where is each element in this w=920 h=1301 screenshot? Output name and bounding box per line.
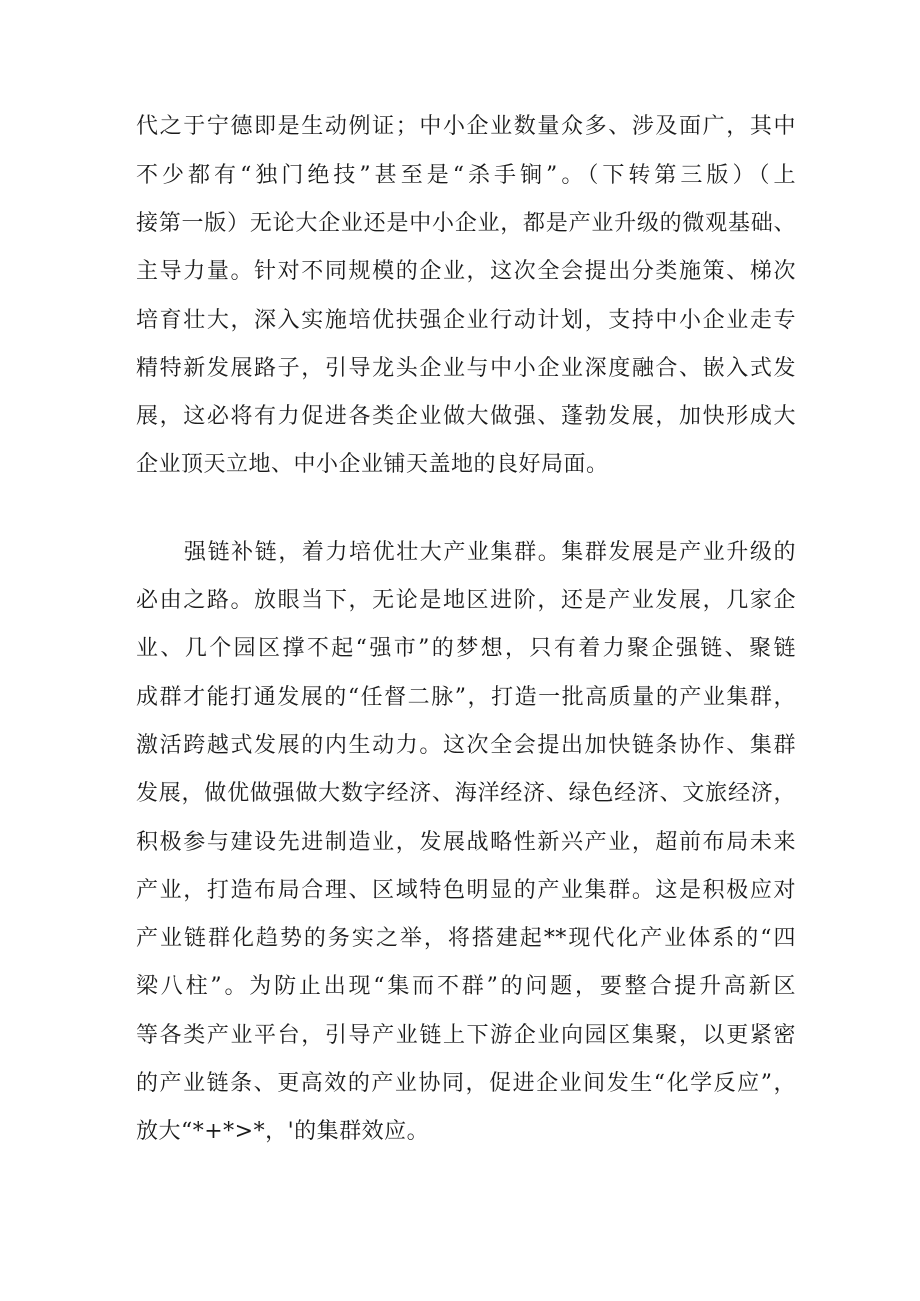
paragraph-2-line-10: 梁八柱”。为防止出现“集而不群”的问题，要整合提升高新区 [136, 974, 796, 999]
paragraph-2-line-1: 强链补链，着力培优壮大产业集群。集群发展是产业升级的 [184, 540, 796, 565]
paragraph-2-line-11: 等各类产业平台，引导产业链上下游企业向园区集聚，以更紧密 [136, 1023, 796, 1048]
paragraph-1-line-5: 培育壮大，深入实施培优扶强企业行动计划，支持中小企业走专 [136, 308, 796, 333]
paragraph-1-line-7: 展，这必将有力促进各类企业做大做强、蓬勃发展，加快形成大 [136, 404, 796, 429]
paragraph-1-line-3: 接第一版）无论大企业还是中小企业，都是产业升级的微观基础、 [136, 211, 796, 236]
paragraph-2-line-2: 必由之路。放眼当下，无论是地区进阶，还是产业发展，几家企 [136, 588, 796, 613]
paragraph-2-line-8: 产业，打造布局合理、区域特色明显的产业集群。这是积极应对 [136, 878, 796, 903]
paragraph-2-line-5: 激活跨越式发展的内生动力。这次全会提出加快链条协作、集群 [136, 733, 796, 758]
paragraph-1-line-1: 代之于宁德即是生动例证；中小企业数量众多、涉及面广，其中 [136, 114, 796, 139]
paragraph-2-line-12: 的产业链条、更高效的产业协同，促进企业间发生“化学反应”， [136, 1071, 796, 1096]
paragraph-1-line-8: 企业顶天立地、中小企业铺天盖地的良好局面。 [136, 452, 609, 477]
paragraph-2-line-13: 放大“*+*>*，'的集群效应。 [136, 1119, 430, 1144]
paragraph-2-line-7: 积极参与建设先进制造业，发展战略性新兴产业，超前布局未来 [136, 830, 796, 855]
paragraph-1-line-4: 主导力量。针对不同规模的企业，这次全会提出分类施策、梯次 [136, 259, 796, 284]
paragraph-1-line-6: 精特新发展路子，引导龙头企业与中小企业深度融合、嵌入式发 [136, 356, 796, 381]
paragraph-2-line-6: 发展，做优做强做大数字经济、海洋经济、绿色经济、文旅经济， [136, 781, 796, 806]
paragraph-2-line-4: 成群才能打通发展的“任督二脉”，打造一批高质量的产业集群， [136, 685, 796, 710]
paragraph-1-line-2: 不少都有“独门绝技”甚至是“杀手锏”。（下转第三版）（上 [136, 163, 796, 188]
paragraph-2-line-3: 业、几个园区撑不起“强市”的梦想，只有着力聚企强链、聚链 [136, 636, 796, 661]
paragraph-2-line-9: 产业链群化趋势的务实之举，将搭建起**现代化产业体系的“四 [136, 926, 796, 951]
